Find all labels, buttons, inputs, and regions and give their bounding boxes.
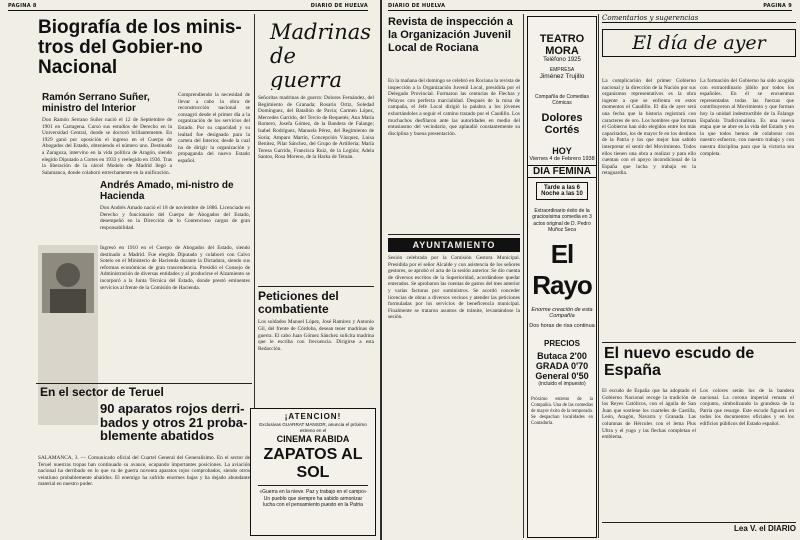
ayuntamiento-body-text: Sesión celebrada por la Comisión Gestora Municipal. Presidida por el señor Alcalde y con asistencia de los señores gestores, se aprobó el acta de la sesión anterior. Se dio cuenta de diversos escritos de la Superioridad, acordándose quedar enterados. Se aprobaron las cuentas de gastos del mes anterior y varias facturas por suministros. Se acordó conceder licencias de obras a diversos vecinos y atender las peticiones formuladas por los servicios de beneficencia municipal. Finalmente se trataron asuntos de trámite, levantándose la sesión. [388, 255, 520, 321]
revista-article [388, 16, 520, 74]
teatro-name: TEATRO MORA [539, 33, 585, 57]
lea-el-diario [672, 524, 796, 538]
ad-film-title: ZAPATOS AL SOL [263, 446, 363, 482]
escudo-col2-text: Los colores serán los de la bandera nacional. La corona imperial remata el conjunto, simbolizando la grandeza de la Patria que resurge. Este escudo figurará en todos los documentos oficiales y en los edificios públicos del Estado español. [700, 388, 794, 427]
peticiones-article [258, 290, 374, 400]
teatro-dia-femina: DIA FEMINA [528, 165, 596, 178]
teruel-article [40, 386, 250, 399]
teatro-estreno: Extraordinario éxito de la graciosísima comedia en 3 actos original de D. Pedro Muñoz Seca [532, 208, 592, 233]
ad-line3: Un pueblo que siempre ha sabido armonizar [263, 495, 363, 502]
nuevo-escudo-headline: El nuevo escudo de España [604, 346, 755, 379]
madrinas-headline: Madrinas de guerra [270, 20, 372, 90]
biografia-headline: Biografía de los minis-tros del Gobier-no Nacional [38, 18, 242, 78]
escudo-col1 [602, 388, 696, 518]
left-header [8, 2, 368, 11]
amado-body-text: Don Andrés Amado nació el 18 de noviembre de 1886. Licenciado en Derecho y funcionario del Cuerpo de Abogados del Estado, desempeñó en la Dirección de lo Contencioso cargos de gran responsabilidad. [100, 205, 250, 231]
teatro-mora-advertisement [527, 16, 597, 538]
teatro-compania: Compañía de Comedias Cómicas [535, 94, 589, 106]
escudo-col2 [700, 388, 794, 518]
serrano-body-text: Don Ramón Serrano Suñer nació el 12 de Septiembre de 1901 en Cartagena. Cursó sus estudios de Derecho en la Universidad Central, donde se doctoró brillantemente. En 1929 ganó por oposición el ingreso en el Cuerpo de Abogados del Estado, obteniendo el número uno. Destinado a Zaragoza, intervino en la vida política de Aragón, siendo elegido Diputado a Cortes en 1933 y reelegido en 1936. Tras la liberación de la cárcel Modelo de Madrid llegó a Salamanca, donde colaboró estrechamente en la unificación. [42, 117, 172, 176]
left-page-number: PAGINA 8 [8, 3, 37, 9]
serrano-subhead: Ramón Serrano Suñer, ministro del Interior [42, 92, 150, 114]
el-dia-col2 [700, 78, 794, 338]
right-divider-3 [602, 522, 796, 523]
teatro-dos-horas: Dos horas de risa continua [529, 323, 595, 330]
teatro-exito: Enorme creación de esta Compañía [531, 307, 593, 320]
right-header [388, 2, 792, 11]
biografia-col2-text: Comprendiendo la necesidad de llevar a cabo la obra de reconstrucción nacional se consagró desde el primer día a la organización de los servicios del Estado. Por su capacidad y su lealtad fue designado para la cartera del Interior, desde la cual ha de dirigir la organización y propaganda del nuevo Estado español. [178, 92, 250, 164]
serrano-article [42, 92, 172, 176]
madrinas-body-text: Señoritas madrinas de guerra: Dolores Fernández, del Regimiento de Granada; Rosario Ortiz, Soledad Domínguez, del Batallón de Pavía; Carmen López, Mercedes Garrido, del Tercio de Requetés; Ana María Romero, Josefa Gómez, de la Bandera de Falange; Isabel Rodríguez, Manuela Pérez, del Regimiento de Soria; Amparo Martín, Concepción Vázquez, Luisa Benítez, Pilar Sánchez, del Grupo de Artillería; María Teresa Garrido, Francisca Ruiz, de la Legión; Adela Santos, Rosa Moreno, de la Harka de Tetuán. [258, 95, 374, 161]
comentarios-article [602, 14, 796, 84]
amado-continued-text: Ingresó en 1910 en el Cuerpo de Abogados del Estado, siendo destinado a Madrid. Fue elegido Diputado y colaboró con Calvo Sotelo en el Ministerio de Hacienda durante la Dictadura, siendo sus reformas económicas de gran trascendencia. Presidió el Consejo de Administración de diversas entidades y al producirse el Alzamiento se incorporó a la Junta Técnica del Estado, donde prestó eminentes servicios al frente de la Comisión de Hacienda. [100, 245, 250, 291]
teatro-empresa: Jiménez Trujillo [539, 73, 585, 80]
nuevo-escudo-article [604, 346, 794, 386]
right-divider-1 [388, 234, 520, 235]
teatro-obra: El Rayo [532, 239, 592, 301]
revista-body-text: En la mañana del domingo se celebró en Rociana la revista de inspección a la Organización Juvenil Local, presidida por el Delegado Provincial. Formaron las centurias de Flechas y Pelayos con perfecta marcialidad. Después de la misa de campaña, el Jefe Local dirigió la palabra a los jóvenes exhortándoles a seguir el camino trazado por el Caudillo. Los muchachos desfilaron ante las autoridades en medio del entusiasmo del vecindario, que aplaudió constantemente su disciplina y buena presentación. [388, 78, 520, 137]
el-dia-col2-text: La formación del Gobierno ha sido acogida con extraordinario júbilo por todos los españoles. En él se encuentran representadas todas las fuerzas que contribuyeron al Movimiento y que forman hoy la unidad indestructible de la Falange Española Tradicionalista. Es una nueva etapa que se abre en la vida del Estado y en la que todos hemos de colaborar con nuestro esfuerzo, con nuestro trabajo y con nuestra disciplina para que la victoria sea completa. [700, 78, 794, 157]
left-masthead: DIARIO DE HUELVA [310, 3, 368, 9]
left-divider-2 [258, 286, 374, 287]
ayuntamiento-headline: AYUNTAMIENTO [388, 238, 520, 252]
lea-text: Lea V. el DIARIO [734, 524, 796, 533]
teruel-body [38, 455, 250, 535]
teatro-butaca: Butaca 2'00 [537, 351, 587, 362]
ad-line1: Exclusivas GUARRAT MANSOR, anuncia el próximo estreno en el [259, 422, 367, 433]
escudo-col1-text: El escudo de España que ha adoptado el Gobierno Nacional recoge la tradición de los Reyes Católicos, con el águila de San Juan que sostiene los cuarteles de Castilla, León, Aragón, Navarra y Granada. Las columnas de Hércules con el lema Plus Ultra y el yugo y las flechas completan el emblema. [602, 388, 696, 441]
left-page [0, 0, 380, 540]
teruel-body-text: SALAMANCA, 3. — Comunicado oficial del Cuartel General del Generalísimo. En el sector de Teruel nuestras tropas han continuado su avance, ocupando importantes posiciones. La aviación nacional ha derribado en lo que va de guerra noventa aparatos rojos comprobados, siendo otros veintiuno probablemente abatidos. El enemigo ha sufrido enormes bajas y ha dejado abundante material en nuestro poder. [38, 455, 250, 488]
right-column-rule-2 [598, 14, 599, 538]
el-dia-box [602, 29, 796, 57]
aparatos-headline: 90 aparatos rojos derri-bados y otros 21 proba-blemente abatidos [100, 402, 248, 443]
ayuntamiento-article [388, 238, 520, 538]
el-dia-col1-text: La complicación del primer Gobierno nacional y la dirección de la Nación por sus organismos representativos es la obra ingente a que se enfrenta en estos momentos el Caudillo. El día de ayer será una fecha que la historia registrará con caracteres de oro. Los hombres que forman el Gobierno han sido elegidos entre los más capacitados, los de mayor fe en los destinos de la Patria y los que mejor han sabido interpretar el sentir del Movimiento. Todos ellos tienen una obra a realizar y para ello cuentan con el apoyo incondicional de la España que lucha y trabaja en la retaguardia. [602, 78, 696, 177]
right-page-number: PAGINA 9 [763, 3, 792, 9]
amado-continued [100, 245, 250, 380]
left-divider-1 [36, 383, 252, 384]
amado-subhead: Andrés Amado, mi-nistro de Hacienda [100, 180, 234, 202]
revista-headline: Revista de inspección a la Organización Juvenil Local de Rociana [388, 16, 513, 54]
teatro-precios: PRECIOS [543, 339, 580, 349]
teatro-cast: Dolores Cortés [541, 112, 583, 136]
aparatos-article [100, 402, 252, 443]
right-divider-2 [602, 342, 796, 343]
teatro-grada: GRADA 0'70 [535, 361, 589, 372]
ad-heading: ¡ATENCION! [284, 412, 342, 421]
teatro-extra-text: Próximo estreno de la Compañía. Una de las comedias de mayor éxito de la temporada. Se despachan localidades en Contaduría. [531, 397, 593, 427]
teatro-hoy: HOY [552, 146, 572, 156]
biografia-article [38, 18, 253, 88]
teatro-phone: Teléfono 1925 [543, 57, 581, 63]
teatro-empresa-label: EMPRESA [549, 67, 575, 73]
ad-rule [258, 485, 368, 486]
ad-line4: lucha con el pensamiento puesto en la Patria [263, 502, 363, 508]
teatro-impuesto: (incluido el impuesto) [538, 381, 586, 388]
ad-venue: CINEMA RABIDA [276, 434, 350, 445]
comentarios-label: Comentarios y sugerencias [602, 14, 796, 23]
peticiones-body-text: Los soldados Manuel López, José Ramírez y Antonio Gil, del frente de Córdoba, desean tener madrinas de guerra. El cabo Juan Gómez Sánchez solicita madrina que le escriba con frecuencia. Dirigirse a esta Redacción. [258, 319, 374, 352]
right-column-rule-1 [523, 14, 524, 538]
el-dia-headline: El día de ayer [632, 32, 766, 54]
teatro-fecha: Viernes 4 de Febrero 1938 [529, 156, 595, 162]
revista-body [388, 78, 520, 233]
teatro-general: General 0'50 [535, 371, 589, 382]
right-page [382, 0, 800, 540]
madrinas-article [258, 18, 374, 90]
right-masthead: DIARIO DE HUELVA [388, 3, 446, 9]
el-dia-col1 [602, 78, 696, 338]
cinema-advertisement [250, 408, 376, 536]
teatro-funciones: Tarde a las 6 Noche a las 10 [536, 182, 588, 200]
peticiones-headline: Peticiones del combatiente [258, 290, 339, 317]
ad-line2: «Guerra en la nieve. Paz y trabajo en el campo» [259, 489, 367, 496]
teruel-headline: En el sector de Teruel [40, 386, 164, 399]
amado-article [100, 180, 250, 231]
madrinas-list [258, 95, 374, 285]
